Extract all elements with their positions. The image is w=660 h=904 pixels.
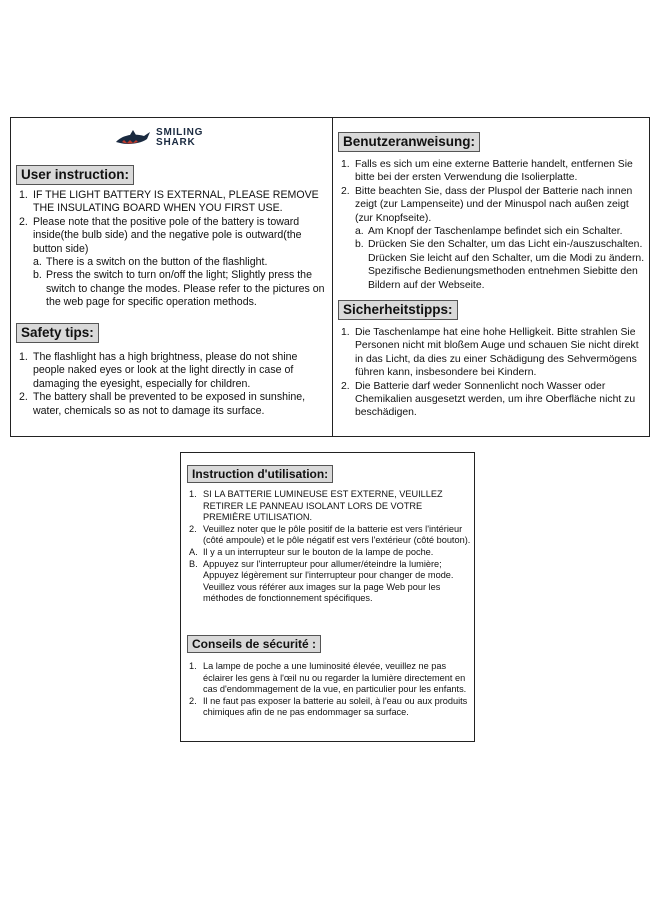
instruction-utilisation-heading: Instruction d'utilisation: [187, 465, 333, 483]
brand-logo [114, 128, 254, 152]
list-item: 1. SI LA BATTERIE LUMINEUSE EST EXTERNE, VEUILLEZ RETIRER LE PANNEAU ISOLANT LORS DE VOTRE PREMIÈRE UTILISATION. [189, 489, 443, 523]
conseils-securite-list [189, 661, 471, 719]
list-item: 1. The flashlight has a high brightness, please do not shine people naked eyes or look at the light directly in case of damaging the eyesight, especially for children. [19, 351, 298, 390]
list-item: 2. Please note that the positive pole of the battery is toward inside(the bulb side) and the negative pole is outward(the button side) [19, 215, 302, 255]
list-item: b. Press the switch to turn on/off the light; Slightly press the switch to change the modes. Please refer to the pictures on the web page for specific operation methods. [33, 269, 325, 309]
user-instruction-heading: User instruction: [16, 165, 134, 185]
brand-name-line1: SMILING [156, 127, 204, 138]
benutzeranweisung-list [341, 158, 645, 292]
instruction-utilisation-list [189, 489, 471, 605]
brand-name-line2: SHARK [156, 137, 196, 148]
benutzeranweisung-heading: Benutzeranweisung: [338, 132, 480, 152]
sicherheitstipps-list [341, 326, 645, 420]
safety-tips-list [19, 351, 327, 418]
safety-tips-heading: Safety tips: [16, 323, 99, 343]
french-instruction-panel [180, 452, 475, 742]
english-instruction-panel [10, 117, 333, 437]
shark-logo-icon [114, 130, 152, 150]
sicherheitstipps-heading: Sicherheitstipps: [338, 300, 458, 320]
list-item: 2. Die Batterie darf weder Sonnenlicht noch Wasser oder Chemikalien ausgesetzt werden, um ihre Oberfläche nicht zu beschädigen. [341, 380, 636, 419]
list-item: 2. Bitte beachten Sie, dass der Pluspol der Batterie nach innen zeigt (zur Lampenseite) und der Minuspol nach außen zeigt (zur Knopfseite). [341, 185, 633, 224]
german-instruction-panel [332, 117, 650, 437]
list-item: b. Drücken Sie den Schalter, um das Licht ein-/auszuschalten. Drücken Sie leicht auf den Schalter, um die Modi zu ändern. Spezifische Bedienungsmethoden entnehmen Siebitte den Bildern auf der Webseite. [355, 239, 645, 291]
user-instruction-list [19, 189, 327, 310]
list-item: B. Appuyez sur l'interrupteur pour allumer/éteindre la lumière; Appuyez légèrement sur l'interrupteur pour changer de mode. Veuillez vous référer aux images sur la page Web pour les méthodes de fonctionnement spécifiques. [189, 558, 454, 604]
list-item: 1. Die Taschenlampe hat eine hohe Helligkeit. Bitte strahlen Sie Personen nicht mit bloßem Auge und schauen Sie nicht direkt in das Licht, da dies zu einer Schädigung des Sehvermögens führen kann, insbesondere bei Kindern. [341, 327, 639, 379]
list-item: 2. Il ne faut pas exposer la batterie au soleil, à l'eau ou aux produits chimiques afin de ne pas endommager sa surface. [189, 695, 468, 718]
list-item: 2. The battery shall be prevented to be exposed in sunshine, water, chemicals so as not to damage its surface. [19, 391, 306, 417]
conseils-securite-heading: Conseils de sécurité : [187, 635, 321, 653]
list-item: a. Am Knopf der Taschenlampe befindet sich ein Schalter. [355, 226, 623, 238]
list-item: 1. La lampe de poche a une luminosité élevée, veuillez ne pas éclairer les gens à l'œil nu ou regarder la lumière directement en cas d'endommagement de la vue, en particulier pour les enfants. [189, 661, 467, 695]
list-item: a. There is a switch on the button of the flashlight. [33, 256, 268, 269]
list-item: 1. Falls es sich um eine externe Batterie handelt, entfernen Sie bitte bei der ersten Verwendung die Isolierplatte. [341, 159, 633, 184]
list-item: 1. IF THE LIGHT BATTERY IS EXTERNAL, PLEASE REMOVE THE INSULATING BOARD WHEN YOU FIRST USE. [19, 189, 319, 215]
list-item: A. Il y a un interrupteur sur le bouton de la lampe de poche. [189, 546, 434, 557]
list-item: 2. Veuillez noter que le pôle positif de la batterie est vers l'intérieur (côté ampoule) et le pôle négatif est vers l'extérieur (côté bouton). [189, 523, 471, 546]
